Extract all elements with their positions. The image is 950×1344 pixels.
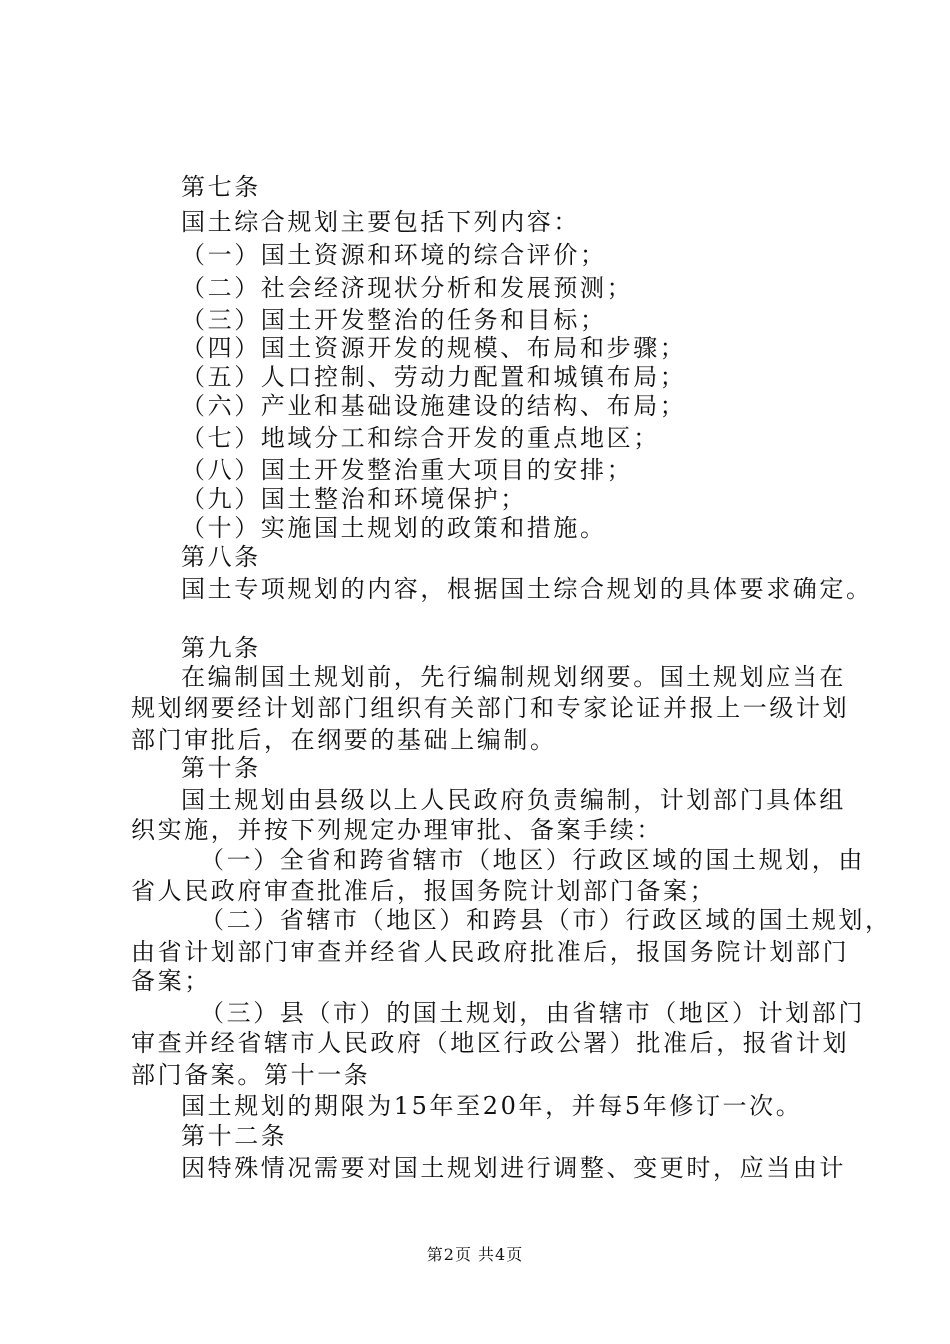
article-10-item-3-line: 审查并经省辖市人民政府（地区行政公署）批准后，报省计划 bbox=[131, 1029, 850, 1057]
article-9-heading: 第九条 bbox=[181, 634, 261, 662]
article-12-heading: 第十二条 bbox=[181, 1122, 288, 1150]
article-10-heading: 第十条 bbox=[181, 754, 261, 782]
article-9-body-line: 部门审批后，在纲要的基础上编制。 bbox=[131, 726, 557, 754]
article-10-body-line: 国土规划由县级以上人民政府负责编制，计划部门具体组 bbox=[181, 786, 846, 814]
article-7-item-6: （六）产业和基础设施建设的结构、布局； bbox=[181, 392, 687, 420]
article-12-body-line: 因特殊情况需要对国土规划进行调整、变更时，应当由计 bbox=[181, 1154, 846, 1182]
article-10-item-2-line: （二）省辖市（地区）和跨县（市）行政区域的国土规划， bbox=[200, 906, 892, 934]
article-9-body-line: 在编制国土规划前，先行编制规划纲要。国土规划应当在 bbox=[181, 663, 846, 691]
article-7-item-8: （八）国土开发整治重大项目的安排； bbox=[181, 456, 634, 484]
article-10-item-1-line: （一）全省和跨省辖市（地区）行政区域的国土规划，由 bbox=[200, 846, 865, 874]
article-7-intro: 国土综合规划主要包括下列内容： bbox=[181, 208, 580, 236]
article-10-body-line: 织实施，并按下列规定办理审批、备案手续： bbox=[131, 816, 663, 844]
article-7-item-4: （四）国土资源开发的规模、布局和步骤； bbox=[181, 334, 687, 362]
article-8-body: 国土专项规划的内容，根据国土综合规划的具体要求确定。 bbox=[181, 575, 873, 603]
article-10-item-2-line: 由省计划部门审查并经省人民政府批准后，报国务院计划部门 bbox=[131, 938, 850, 966]
article-7-item-9: （九）国土整治和环境保护； bbox=[181, 485, 527, 513]
article-7-heading: 第七条 bbox=[181, 173, 261, 201]
article-7-item-1: （一）国土资源和环境的综合评价； bbox=[181, 241, 607, 269]
article-9-body-line: 规划纲要经计划部门组织有关部门和专家论证并报上一级计划 bbox=[131, 694, 850, 722]
article-7-item-2: （二）社会经济现状分析和发展预测； bbox=[181, 274, 634, 302]
article-10-item-2-line: 备案； bbox=[131, 967, 211, 995]
article-11-body: 国土规划的期限为15年至20年，并每5年修订一次。 bbox=[181, 1092, 803, 1120]
article-10-item-3-line: 部门备案。第十一条 bbox=[131, 1061, 371, 1089]
article-7-item-7: （七）地域分工和综合开发的重点地区； bbox=[181, 424, 660, 452]
article-7-item-5: （五）人口控制、劳动力配置和城镇布局； bbox=[181, 363, 687, 391]
page-number-footer: 第2页 共4页 bbox=[426, 1245, 524, 1264]
article-10-item-3-line: （三）县（市）的国土规划，由省辖市（地区）计划部门 bbox=[200, 999, 865, 1027]
article-7-item-3: （三）国土开发整治的任务和目标； bbox=[181, 306, 607, 334]
article-10-item-1-line: 省人民政府审查批准后，报国务院计划部门备案； bbox=[131, 877, 717, 905]
article-8-heading: 第八条 bbox=[181, 543, 261, 571]
article-7-item-10: （十）实施国土规划的政策和措施。 bbox=[181, 514, 607, 542]
